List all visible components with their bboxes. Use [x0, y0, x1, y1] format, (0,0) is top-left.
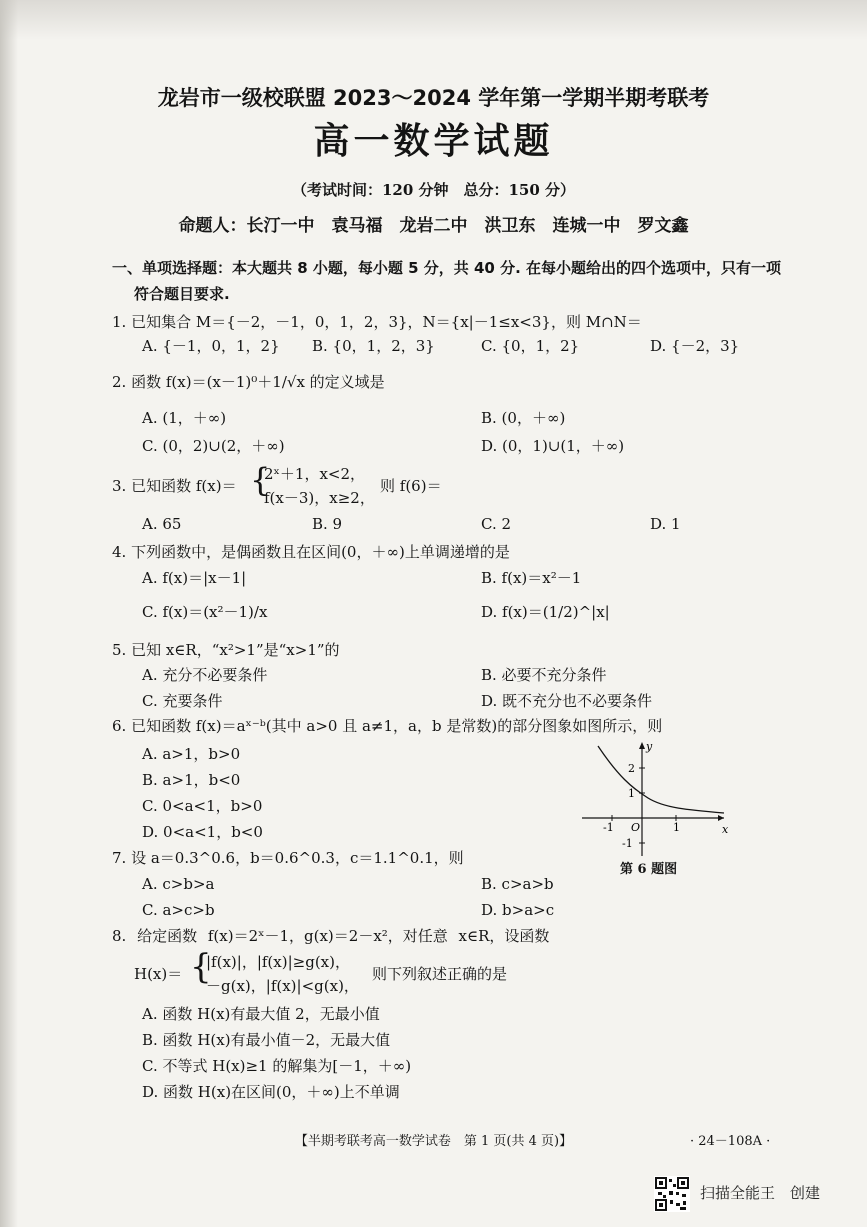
question-7-option-d: D. b>a>c — [481, 901, 555, 919]
section-heading: 一、单项选择题：本大题共 8 小题，每小题 5 分，共 40 分. 在每小题给出的四个选项中，只有一项 — [112, 259, 782, 277]
question-8-option-c: C. 不等式 H(x)≥1 的解集为[－1，＋∞) — [142, 1057, 412, 1075]
y-axis-label: y — [646, 740, 653, 753]
question-5-option-c: C. 充要条件 — [142, 692, 223, 710]
question-4-option-c: C. f(x)＝(x²－1)/x — [142, 603, 268, 621]
question-6-stem: 6. 已知函数 f(x)＝aˣ⁻ᵇ(其中 a>0 且 a≠1，a，b 是常数)的部分图象如图所示，则 — [112, 717, 663, 735]
question-7-stem: 7. 设 a＝0.3^0.6，b＝0.6^0.3，c＝1.1^0.1，则 — [112, 849, 464, 867]
exam-time-score: （考试时间：120 分钟 总分：150 分） — [291, 181, 576, 199]
question-4-stem: 4. 下列函数中，是偶函数且在区间(0，＋∞)上单调递增的是 — [112, 543, 510, 561]
question-8-piece-1: |f(x)|，|f(x)|≥g(x)， — [206, 953, 350, 971]
question-8-option-a: A. 函数 H(x)有最大值 2，无最小值 — [142, 1005, 380, 1023]
question-6-figure-caption: 第 6 题图 — [620, 862, 678, 877]
scan-shadow-top — [0, 0, 867, 40]
question-2-option-d: D. (0，1)∪(1，＋∞) — [481, 437, 625, 455]
question-2-option-c: C. (0，2)∪(2，＋∞) — [142, 437, 285, 455]
question-6-option-a: A. a>1，b>0 — [142, 745, 241, 763]
y-axis-arrow — [639, 742, 645, 749]
question-1-option-d: D. {－2，3} — [650, 337, 740, 355]
question-1-stem: 1. 已知集合 M＝{－2，－1，0，1，2，3}，N＝{x|－1≤x<3}，则 M∩N＝ — [112, 313, 642, 331]
question-3-option-a: A. 65 — [142, 515, 182, 533]
question-1-option-b: B. {0，1，2，3} — [312, 337, 435, 355]
question-2-option-a: A. (1，＋∞) — [142, 409, 227, 427]
exponential-curve — [598, 746, 724, 813]
exam-title-line1: 龙岩市一级校联盟 2023～2024 学年第一学期半期考联考 — [157, 86, 710, 110]
question-3-option-d: D. 1 — [650, 515, 681, 533]
question-3-piece-2: f(x－3)，x≥2， — [264, 489, 375, 507]
question-2-option-b: B. (0，＋∞) — [481, 409, 566, 427]
question-6-figure — [578, 738, 728, 860]
x-axis-label: x — [722, 823, 728, 836]
origin-label: O — [631, 821, 641, 834]
question-8-piece-label: H(x)＝ — [134, 965, 183, 983]
scanner-watermark: 扫描全能王 创建 — [700, 1184, 821, 1202]
question-6-option-b: B. a>1，b<0 — [142, 771, 241, 789]
tick-label-y-2: 2 — [628, 762, 635, 775]
question-2-stem: 2. 函数 f(x)＝(x－1)⁰＋1/√x 的定义域是 — [112, 373, 385, 391]
question-8-stem: 8. 给定函数 f(x)＝2ˣ－1，g(x)＝2－x²，对任意 x∈R，设函数 — [112, 927, 550, 945]
question-7-option-a: A. c>b>a — [142, 875, 215, 893]
x-axis-arrow — [718, 815, 724, 821]
question-1-option-c: C. {0，1，2} — [481, 337, 580, 355]
question-3-option-b: B. 9 — [312, 515, 343, 533]
question-8-brace: { — [190, 947, 212, 987]
exam-authors: 命题人：长汀一中 袁马福 龙岩二中 洪卫东 连城一中 罗文鑫 — [178, 216, 689, 236]
question-7-option-c: C. a>c>b — [142, 901, 215, 919]
tick-label-y-neg1: -1 — [622, 837, 633, 850]
question-4-option-b: B. f(x)＝x²－1 — [481, 569, 582, 587]
section-heading-cont: 符合题目要求. — [134, 285, 230, 303]
tick-label-x-neg1: -1 — [603, 821, 614, 834]
question-5-option-a: A. 充分不必要条件 — [142, 666, 268, 684]
question-3-stem: 3. 已知函数 f(x)＝ — [112, 477, 237, 495]
exam-title: 高一数学试题 — [313, 121, 554, 162]
question-3-brace: { — [250, 461, 271, 499]
question-3-option-c: C. 2 — [481, 515, 512, 533]
tick-label-x-1: 1 — [673, 821, 680, 834]
question-3-piece-1: 2ˣ＋1，x<2， — [264, 465, 366, 483]
question-8-stem-end: 则下列叙述正确的是 — [372, 965, 508, 983]
question-7-option-b: B. c>a>b — [481, 875, 554, 893]
question-8-option-d: D. 函数 H(x)在区间(0，＋∞)上不单调 — [142, 1083, 400, 1101]
tick-label-y-1: 1 — [628, 787, 635, 800]
question-4-option-d: D. f(x)＝(1/2)^|x| — [481, 603, 610, 621]
question-6-option-c: C. 0<a<1，b>0 — [142, 797, 263, 815]
question-5-option-d: D. 既不充分也不必要条件 — [481, 692, 653, 710]
question-5-option-b: B. 必要不充分条件 — [481, 666, 607, 684]
page-footer: 【半期考联考高一数学试卷 第 1 页(共 4 页)】 — [294, 1134, 573, 1149]
question-3-stem-end: 则 f(6)＝ — [380, 477, 442, 495]
question-5-stem: 5. 已知 x∈R，“x²>1”是“x>1”的 — [112, 641, 340, 659]
question-1-option-a: A. {－1，0，1，2} — [142, 337, 280, 355]
qr-code-icon — [654, 1176, 690, 1212]
question-4-option-a: A. f(x)＝|x－1| — [142, 569, 247, 587]
question-6-option-d: D. 0<a<1，b<0 — [142, 823, 263, 841]
question-8-option-b: B. 函数 H(x)有最小值－2，无最大值 — [142, 1031, 391, 1049]
exam-code: · 24－108A · — [690, 1134, 771, 1149]
question-8-piece-2: －g(x)，|f(x)|<g(x)， — [206, 977, 359, 995]
